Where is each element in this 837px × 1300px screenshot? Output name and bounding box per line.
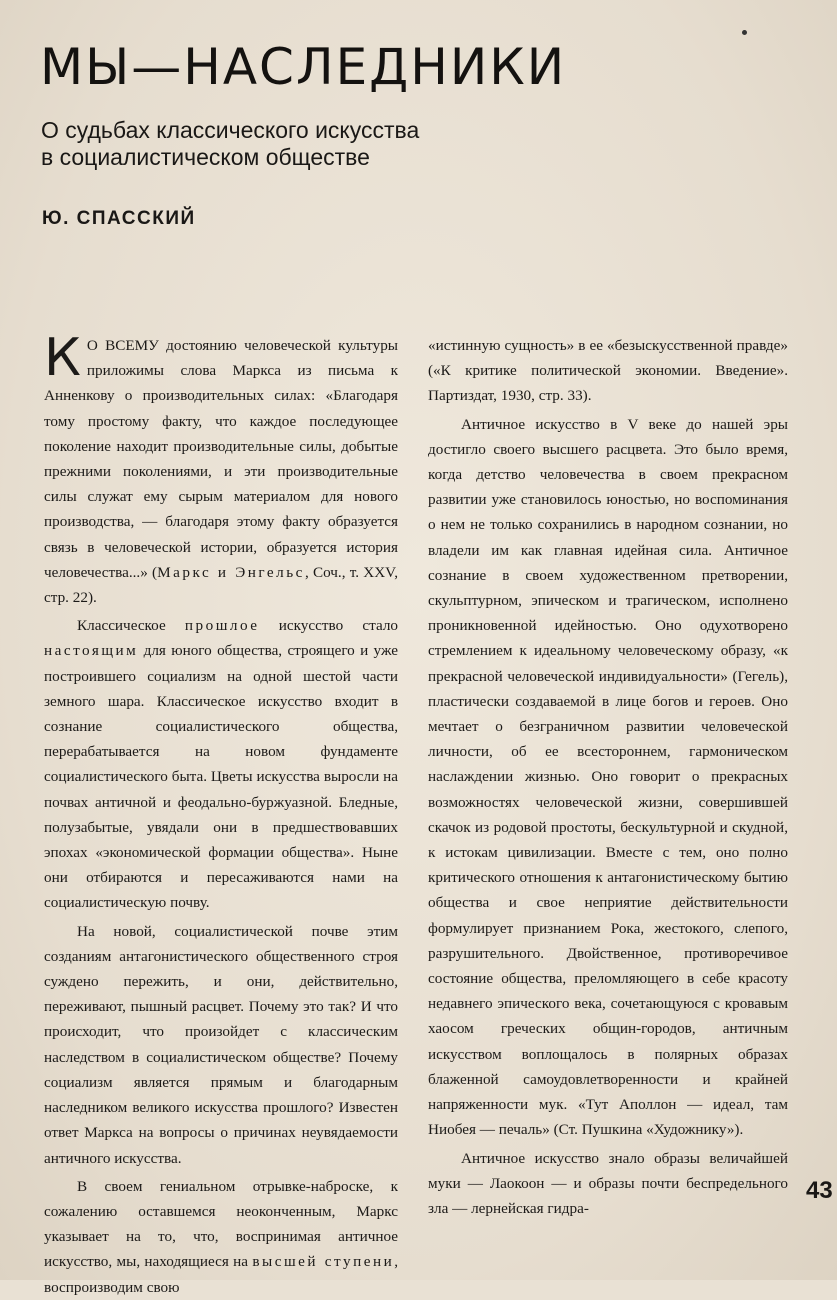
paragraph-2 bbox=[44, 613, 398, 915]
citation-source: , Соч., т. XXV, стр. 22). bbox=[44, 563, 398, 607]
paragraph-continued: «истинную сущность» в ее «безыскусственной правде» («К критике политической экономии. Введение». Партиздат, 1930, стр. 33). bbox=[428, 337, 788, 405]
subtitle-line-2: в социалистическом обществе bbox=[41, 144, 370, 170]
paragraph-1-text: достоянию человеческой культуры приложимы слова Маркса из письма к Анненкову о производительных силах: «Благодаря тому простому факту, что каждое последующее поколение находит производительные силы, добытые прежними поколениями, и эти производительные силы служат ему сырым материалом для нового производства, — благодаря этому факту образуется связь в человеческой истории, образуется история человечества...» ( bbox=[44, 337, 398, 581]
paragraph-4-tail: , воспроизводим свою bbox=[44, 1253, 399, 1296]
emphasis-highest-stage: высшей ступени bbox=[252, 1253, 395, 1271]
right-column bbox=[428, 333, 788, 1221]
article-author: Ю. СПАССКИЙ bbox=[42, 208, 196, 229]
paragraph-4-text: В своем гениальном отрывке-наброске, к сожалению оставшемся неоконченным, Маркс указывает на то, что, воспринимая античное искусство, мы, находящиеся на bbox=[44, 1177, 398, 1271]
emphasis-present: настоящим bbox=[44, 642, 139, 660]
ink-dot bbox=[742, 30, 747, 35]
subtitle-line-1: О судьбах классического искусства bbox=[41, 117, 420, 143]
emphasis-past: прошлое bbox=[184, 617, 260, 635]
article-subtitle bbox=[41, 117, 561, 171]
paragraph-2-start: Классическое bbox=[77, 617, 185, 635]
paragraph-1 bbox=[44, 328, 398, 610]
paragraph-3: На новой, социалистической почве этим созданиям антагонистического общественного строя суждено пережить, и они, действительно, переживают, пышный расцвет. Почему это так? И что происходит, что произойдет с классическим наследством в социалистическом обществе? Почему социализм является прямым и благодарным наследником великого искусства прошлого? Известен ответ Маркса на вопросы о причинах неувядаемости античного искусства. bbox=[44, 922, 398, 1167]
citation-authors: Маркс и Энгельс bbox=[157, 563, 305, 581]
paragraph-2-mid: искусство стало bbox=[259, 617, 398, 635]
paragraph-6: Античное искусство знало образы величайшей муки — Лаокоон — и образы почти беспредельного зла — лернейская гидра- bbox=[428, 1149, 788, 1217]
drop-cap: К bbox=[44, 328, 81, 388]
page-number: 43 bbox=[806, 1177, 833, 1204]
lead-caps: О ВСЕМУ bbox=[86, 337, 159, 354]
left-column bbox=[44, 328, 399, 1300]
article-title: МЫ—НАСЛЕДНИКИ bbox=[40, 38, 567, 96]
paragraph-4 bbox=[44, 1174, 398, 1300]
paragraph-5: Античное искусство в V веке до нашей эры достигло своего высшего расцвета. Это было время, когда детство человечества в своем прекрасном развитии уже становилось юностью, но воспоминания о нем не только сохранились в народном сознании, но владели им как главная идейная сила. Античное сознание в своем художественном претворении, скульптурном, эпическом и трагическом, исполнено проникновенной идейностью. Оно одухотворено стремлением к идеальному человеческому образу, «к прекрасной человеческой индивидуальности» (Гегель), пластически создаваемой в лице богов и героев. Оно мечтает о безграничном развитии человеческой личности, об ее всестороннем, гармоническом наслаждении жизнью. Оно говорит о прекрасных возможностях человеческой жизни, совершившей скачок из родовой простоты, бескультурной и скудной, к истокам цивилизации. Вместе с тем, оно полно критического отношения к антагонистическому бытию общества и свое неприятие действительности формулирует признанием Рока, жестокого, слепого, разрушительного. Двойственное, противоречивое состояние общества, преломляющего в себе красоту недавнего эпического века, сочетающуюся с кровавым хаосом греческих общин-городов, античным искусством воплощалось в полярных образах блаженной самоудовлетворенности и крайней напряженности мук. «Тут Аполлон — идеал, там Ниобея — печаль» (Ст. Пушкина «Художнику»). bbox=[428, 415, 788, 1139]
paragraph-2-rest: для юного общества, строящего и уже построившего социализм на одной шестой части земного шара. Классическое искусство входит в сознание социалистического общества, перерабатывается на новом фундаменте социалистического быта. Цветы искусства выросли на почвах античной и феодально-буржуазной. Бледные, полузабытые, увядали они в предшествовавших эпохах «экономической формации общества». Ныне они отбираются и пересаживаются нами на социалистическую почву. bbox=[44, 642, 398, 912]
